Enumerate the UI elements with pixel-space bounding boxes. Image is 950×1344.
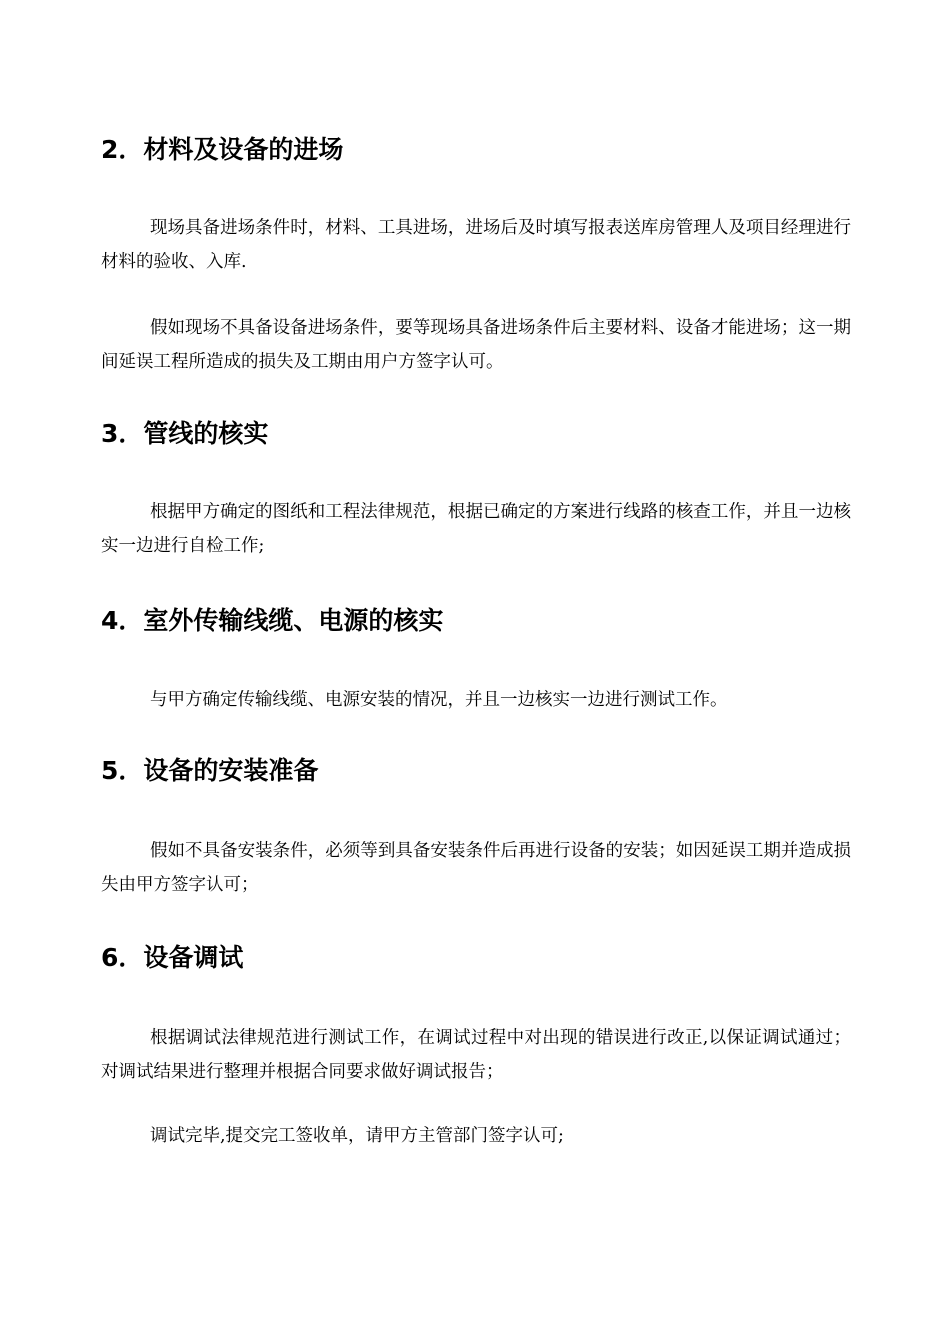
paragraph-debugging-completion: 调试完毕,提交完工签收单，请甲方主管部门签字认可; <box>150 1126 564 1146</box>
section-heading-outdoor-cable-power: 4．室外传输线缆、电源的核实 <box>101 606 444 635</box>
paragraph-outdoor-cable-power: 与甲方确定传输线缆、电源安装的情况，并且一边核实一边进行测试工作。 <box>150 690 728 710</box>
section-heading-materials-equipment-entry: 2．材料及设备的进场 <box>101 135 344 164</box>
paragraph-materials-entry: 现场具备进场条件时，材料、工具进场，进场后及时填写报表送库房管理人及项目经理进行材料的验收、入库. <box>101 218 851 272</box>
paragraph-pipeline-verification: 根据甲方确定的图纸和工程法律规范，根据已确定的方案进行线路的核查工作，并且一边核实一边进行自检工作; <box>101 502 851 556</box>
section-heading-equipment-debugging: 6．设备调试 <box>101 943 244 972</box>
paragraph-equipment-entry-delay: 假如现场不具备设备进场条件，要等现场具备进场条件后主要材料、设备才能进场；这一期间延误工程所造成的损失及工期由用户方签字认可。 <box>101 318 851 372</box>
paragraph-installation-preparation: 假如不具备安装条件，必须等到具备安装条件后再进行设备的安装；如因延误工期并造成损失由甲方签字认可； <box>101 841 851 895</box>
section-heading-pipeline-verification: 3．管线的核实 <box>101 419 269 448</box>
section-heading-installation-preparation: 5．设备的安装准备 <box>101 756 319 785</box>
paragraph-debugging-process: 根据调试法律规范进行测试工作，在调试过程中对出现的错误进行改正,以保证调试通过；对调试结果进行整理并根据合同要求做好调试报告； <box>101 1028 851 1082</box>
